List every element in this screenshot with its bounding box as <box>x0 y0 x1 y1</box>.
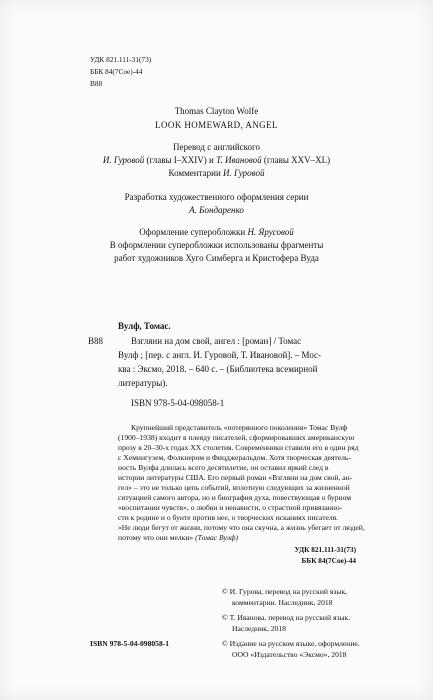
jacket-prefix: Оформление суперобложки <box>139 227 246 237</box>
annotation-line: истории литературы США. Его первый роман «Взгляни на дом свой, ан- <box>118 473 353 482</box>
catalog-line: литературы). <box>118 378 168 388</box>
annotation-line: с Хемингуэем, Фолкнером и Фицджеральдом. Хотя творческая деятель- <box>118 453 351 462</box>
copyright-line: © Издание на русском языке, оформление. <box>222 639 360 648</box>
translator-2: Т. Ивановой <box>216 155 262 165</box>
copyright-line: © Т. Иванова, перевод на русский язык. <box>222 613 351 622</box>
series-designer: А. Бондаренко <box>189 205 244 215</box>
title-english: LOOK HOMEWARD, ANGEL <box>155 120 278 130</box>
author-english: Thomas Clayton Wolfe <box>174 106 259 116</box>
commentary-name: И. Гуровой <box>223 168 265 178</box>
annotation-last-line <box>118 533 238 543</box>
commentary-line <box>0 168 433 179</box>
annotation-line: «Не люди бегут от жизни, потому что она скучна, а жизнь убегает от людей, <box>118 523 365 532</box>
copyright-line: Наследник, 2018 <box>232 624 286 633</box>
annotation-line: сти к родине и о бунте против нее, о творческих исканиях писателя. <box>118 513 339 522</box>
udk-code: УДК 821.111-31(73) <box>90 55 152 64</box>
annotation-line: ность Вулфа длилась всего десятилетие, он оставил яркий след в <box>118 463 329 472</box>
translators-line <box>0 155 433 166</box>
jacket-designer: Н. Ярусовой <box>247 227 294 237</box>
bbk-code: ББК 84(7Сое)-44 <box>90 67 143 76</box>
chapters-1: (главы I–XXIV) и <box>146 155 214 165</box>
annotation-line: Крупнейший представитель «потерянного поколения» Томас Вулф <box>131 423 348 432</box>
commentary-prefix: Комментарии <box>168 168 221 178</box>
copyright-line: © И. Гурова, перевод на русский язык, <box>222 587 348 596</box>
annotation-line: «воспитании чувств», о любви и ненависти, о страстной привязанно- <box>118 503 343 512</box>
catalog-isbn: ISBN 978-5-04-098058-1 <box>131 398 225 408</box>
chapters-2: (главы XXV–XL) <box>263 155 331 165</box>
author-mark: В88 <box>90 79 103 88</box>
jacket-note-line-2: работ художников Хуго Симберга и Кристофера Вуда <box>114 253 319 263</box>
bottom-bbk-code: ББК 84(7Сое)-44 <box>301 556 356 565</box>
quote-end: потому что они мелки» <box>118 533 194 542</box>
bottom-udk-code: УДК 821.111-31(73) <box>294 545 356 554</box>
catalog-line: Вулф ; [пер. с англ. И. Гуровой, Т. Ивановой]. – Мос- <box>118 350 322 360</box>
annotation-line: гел» – это не только цепь событий, вплотную следующих за жизненной <box>118 483 350 492</box>
catalog-line: ква : Эксмо, 2018. – 640 с. – (Библиотека всемирной <box>118 364 318 374</box>
copyright-line: ООО «Издательство «Эксмо», 2018 <box>232 650 347 659</box>
bottom-isbn: ISBN 978-5-04-098058-1 <box>90 639 170 648</box>
annotation-line: ситуацией самого автора, но и биография духа, повествующая о бурном <box>118 493 352 502</box>
catalog-mark: В88 <box>88 336 104 346</box>
jacket-note-line-1: В оформлении суперобложки использованы фрагменты <box>109 240 324 250</box>
annotation-line: прозу в 20–30-х годах XX столетия. Современники ставили его в один ряд <box>118 443 359 452</box>
annotation-line: (1900–1938) входит в плеяду писателей, сформировавших американскую <box>118 433 355 442</box>
series-design-line: Разработка художественного оформления серии <box>124 192 309 202</box>
translation-line: Перевод с английского <box>172 142 261 152</box>
jacket-design-line <box>0 227 433 238</box>
copyright-line: комментарии. Наследник, 2018 <box>232 598 333 607</box>
catalog-line: Взгляни на дом свой, ангел : [роман] / Томас <box>131 336 302 346</box>
catalog-heading: Вулф, Томас. <box>118 321 171 331</box>
quote-attribution: (Томас Вулф) <box>195 533 239 542</box>
translator-1: И. Гуровой <box>102 155 145 165</box>
